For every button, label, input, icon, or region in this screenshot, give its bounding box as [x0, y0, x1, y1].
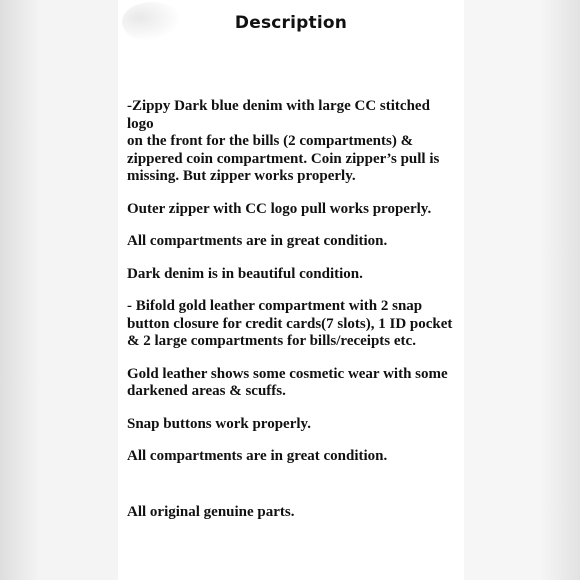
paragraph-denim-wallet: -Zippy Dark blue denim with large CC stitched logo on the front for the bills (2 compartments) & zippered coin compartment. Coin zipper’s pull is missing. But zipper works properly. [127, 98, 440, 184]
paragraph-original-parts: All original genuine parts. [127, 503, 295, 520]
description-body [127, 98, 457, 536]
paragraph-compartments-denim: All compartments are in great condition. [127, 233, 388, 249]
paragraph-gold-wear: Gold leather shows some cosmetic wear with some darkened areas & scuffs. [127, 365, 448, 399]
paragraph-snap-buttons: Snap buttons work properly. [127, 415, 311, 432]
paragraph-compartments-gold: All compartments are in great condition. [127, 448, 388, 464]
paragraph-outer-zipper: Outer zipper with CC logo pull works properly. [127, 200, 432, 217]
page-title: Description [234, 13, 348, 33]
paragraph-gold-bifold: - Bifold gold leather compartment with 2 snap button closure for credit cards(7 slots), 1 ID pocket & 2 large compartments for bills/receipts etc. [127, 298, 453, 349]
paragraph-denim-condition: Dark denim is in beautiful condition. [127, 265, 363, 282]
